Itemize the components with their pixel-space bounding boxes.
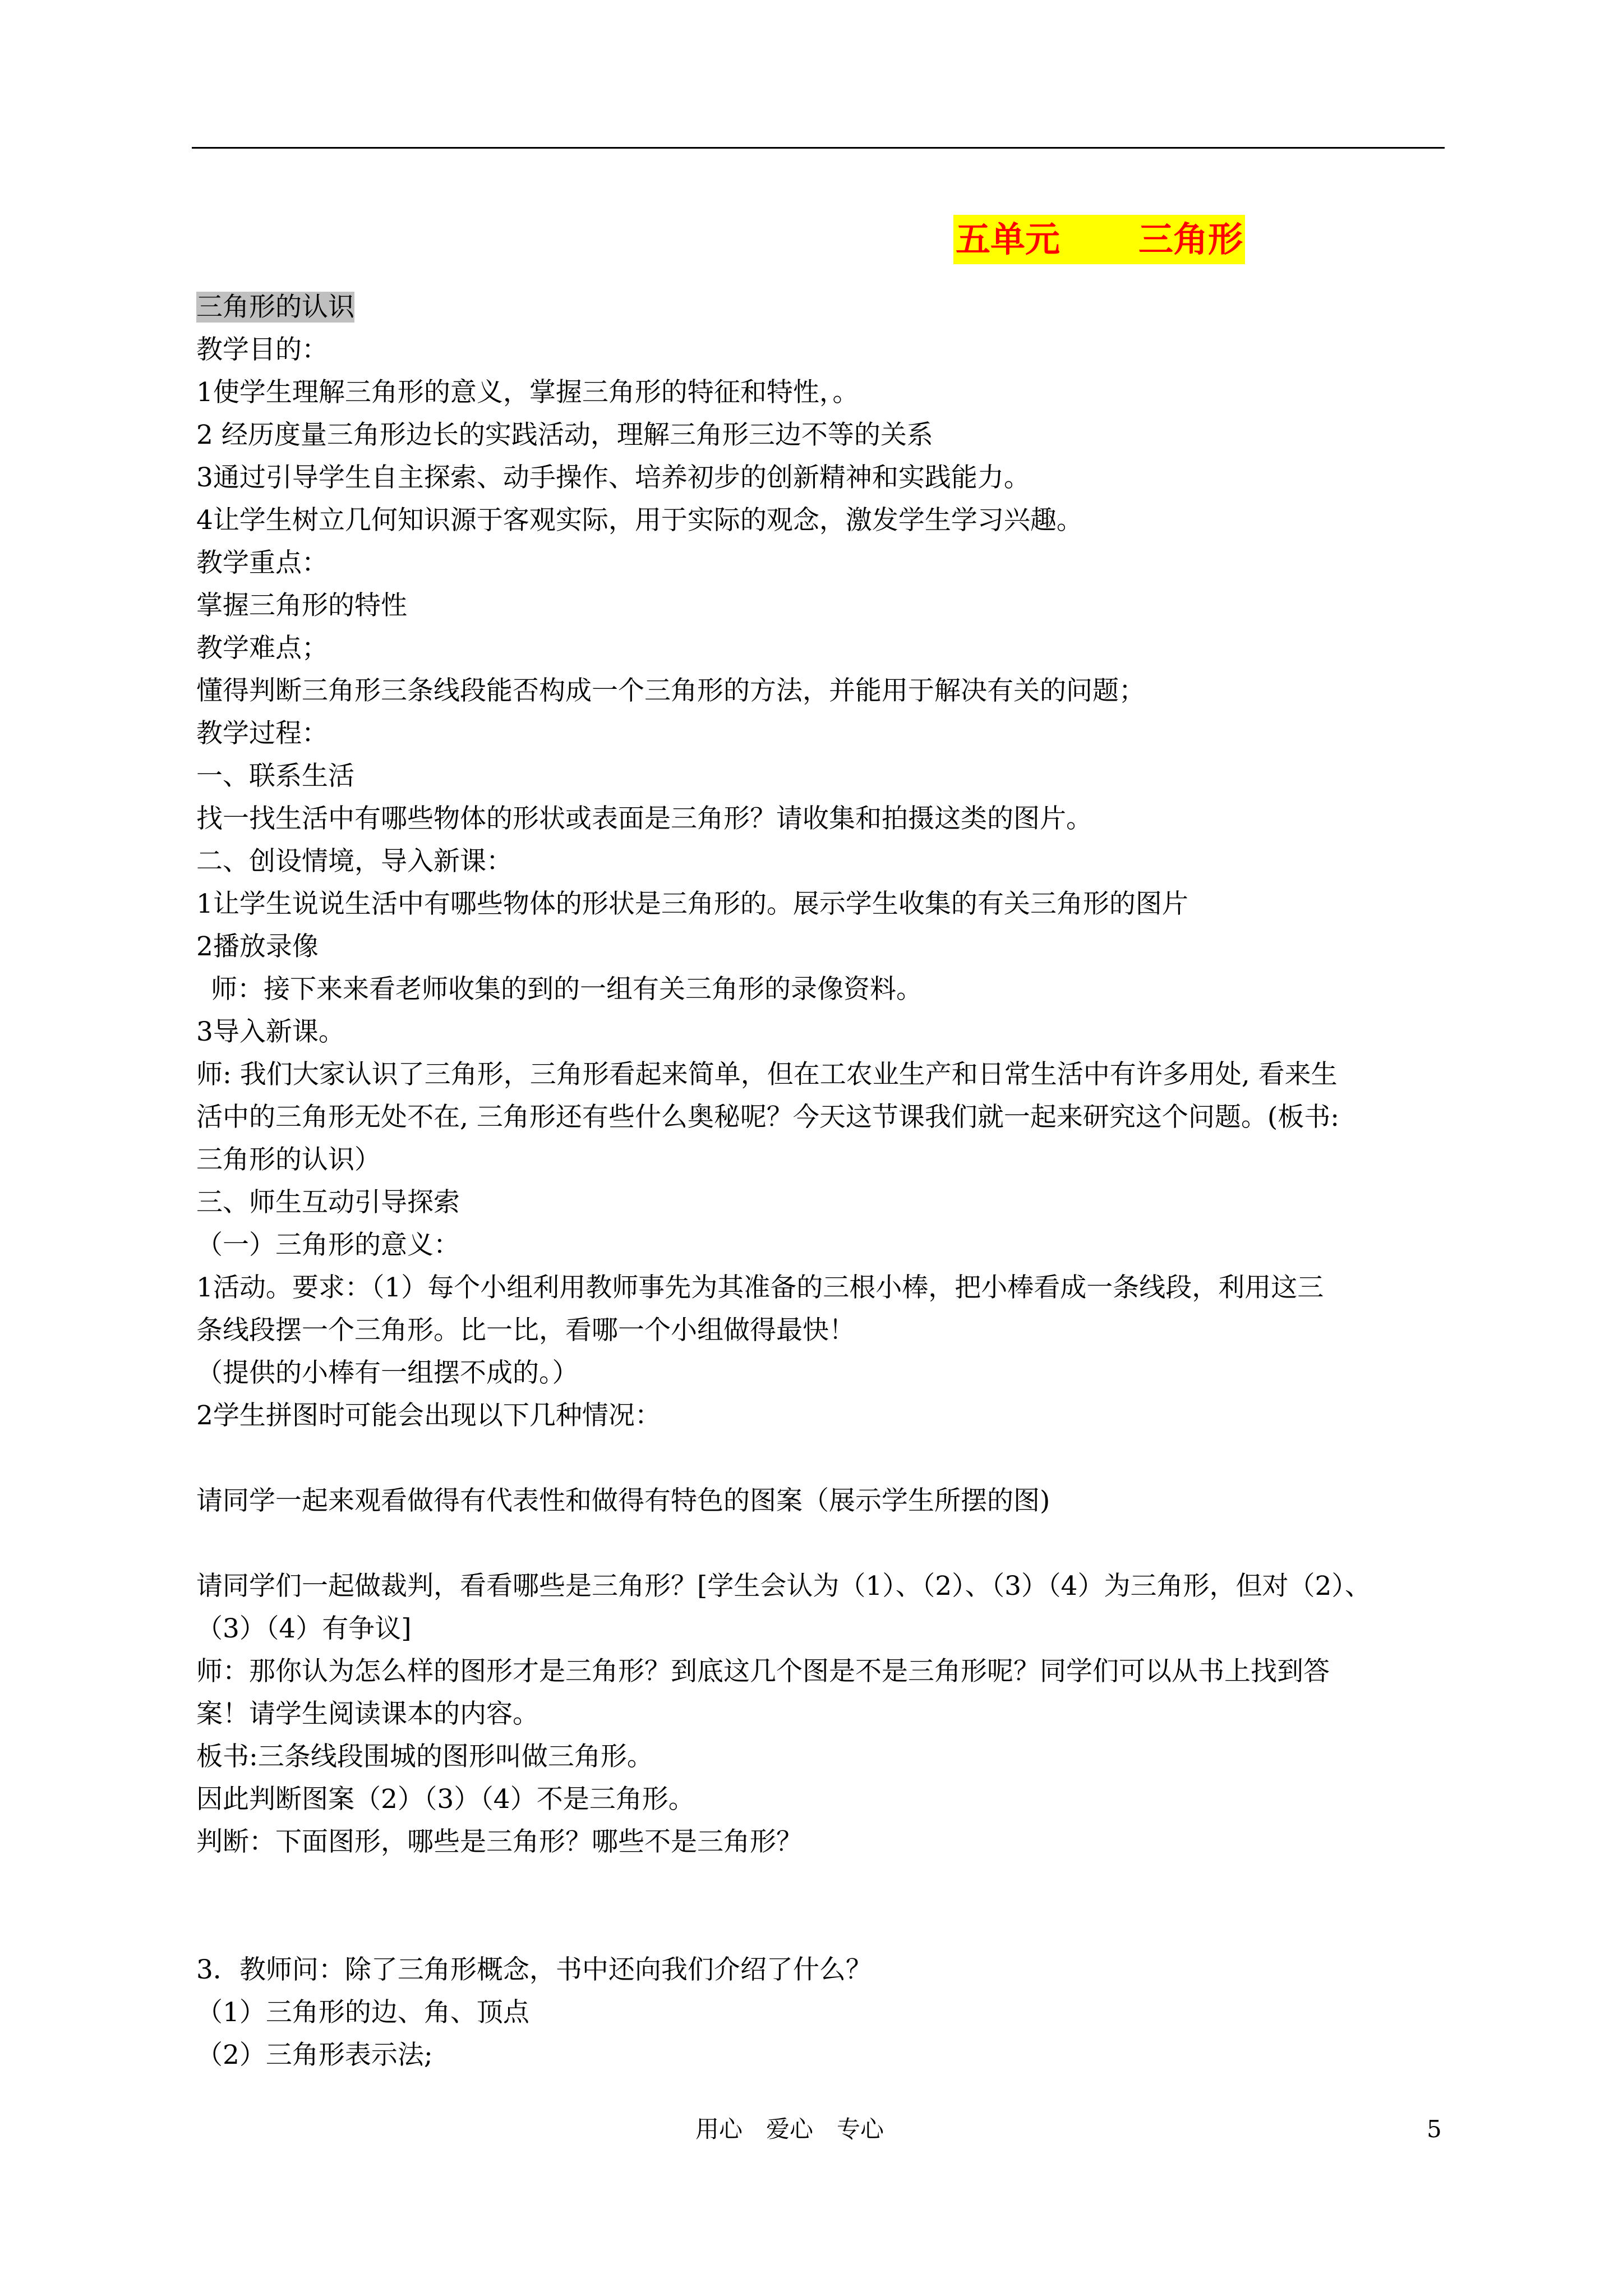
text-line: 教学重点： [196, 547, 328, 578]
text-line: 懂得判断三角形三条线段能否构成一个三角形的方法，并能用于解决有关的问题； [196, 675, 1145, 706]
text-line: 案！请学生阅读课本的内容。 [196, 1699, 539, 1729]
text-line: 条线段摆一个三角形。比一比，看哪一个小组做得最快！ [196, 1315, 855, 1346]
text-line: 找一找生活中有哪些物体的形状或表面是三角形？请收集和拍摄这类的图片。 [196, 803, 1092, 834]
text-line: 2学生拼图时可能会出现以下几种情况： [196, 1400, 661, 1431]
unit-title [953, 215, 1245, 264]
text-line: 判断：下面图形，哪些是三角形？哪些不是三角形？ [196, 1826, 803, 1857]
text-line: 一、联系生活 [196, 761, 354, 792]
text-line: 请同学们一起做裁判，看看哪些是三角形？[学生会认为（1）、（2）、（3）（4）为三角形，但对（2）、 [196, 1571, 1371, 1602]
text-line: 因此判断图案（2）（3）（4）不是三角形。 [196, 1784, 695, 1815]
text-line: 教学过程： [196, 718, 328, 749]
text-line: 1活动。要求：（1）每个小组利用教师事先为其准备的三根小棒，把小棒看成一条线段，利用这三 [196, 1272, 1324, 1303]
text-line: （3）（4）有争议] [196, 1613, 412, 1644]
text-line: 板书:三条线段围城的图形叫做三角形。 [196, 1741, 653, 1772]
unit-title-part1: 五单元 [956, 219, 1061, 260]
text-line: （提供的小棒有一组摆不成的。） [196, 1358, 579, 1388]
text-line: 三、师生互动引导探索 [196, 1187, 460, 1218]
text-line: 活中的三角形无处不在, 三角形还有些什么奥秘呢？今天这节课我们就一起来研究这个问题。(板书: [196, 1102, 1340, 1133]
text-line: 1使学生理解三角形的意义，掌握三角形的特征和特性，。 [196, 377, 859, 408]
page-number: 5 [1427, 2115, 1442, 2143]
document-body [196, 286, 1453, 2077]
text-line: 4让学生树立几何知识源于客观实际，用于实际的观念，激发学生学习兴趣。 [196, 505, 1083, 536]
header-rule [192, 147, 1445, 149]
text-line: 三角形的认识） [196, 1144, 381, 1175]
unit-title-part2: 三角形 [1138, 219, 1243, 260]
text-line: 3．教师问：除了三角形概念，书中还向我们介绍了什么？ [196, 1954, 872, 1985]
text-line: 师: 我们大家认识了三角形，三角形看起来简单，但在工农业生产和日常生活中有许多用处, 看来生 [196, 1059, 1338, 1090]
text-line: 2 经历度量三角形边长的实践活动，理解三角形三边不等的关系 [196, 420, 933, 450]
text-line: 请同学一起来观看做得有代表性和做得有特色的图案（展示学生所摆的图) [196, 1485, 1050, 1516]
text-line: （1）三角形的边、角、顶点 [196, 1997, 529, 2028]
text-line: 教学难点； [196, 633, 328, 664]
text-line: 师：接下来来看老师收集的到的一组有关三角形的录像资料。 [211, 974, 923, 1005]
text-line: 3导入新课。 [196, 1016, 345, 1047]
text-line: 师：那你认为怎么样的图形才是三角形？到底这几个图是不是三角形呢？同学们可以从书上找到答 [196, 1656, 1330, 1687]
text-line: 1让学生说说生活中有哪些物体的形状是三角形的。展示学生收集的有关三角形的图片 [196, 889, 1188, 919]
page-footer: 用心 爱心 专心 [695, 2115, 884, 2143]
section-heading: 三角形的认识 [196, 292, 354, 323]
text-line: 掌握三角形的特性 [196, 590, 407, 621]
text-line: 二、创设情境，导入新课： [196, 846, 513, 877]
text-line: （一）三角形的意义： [196, 1230, 460, 1260]
text-line: 教学目的： [196, 334, 328, 365]
text-line: 2播放录像 [196, 931, 319, 962]
text-line: 3通过引导学生自主探索、动手操作、培养初步的创新精神和实践能力。 [196, 462, 1030, 493]
text-line: （2）三角形表示法; [196, 2040, 433, 2070]
